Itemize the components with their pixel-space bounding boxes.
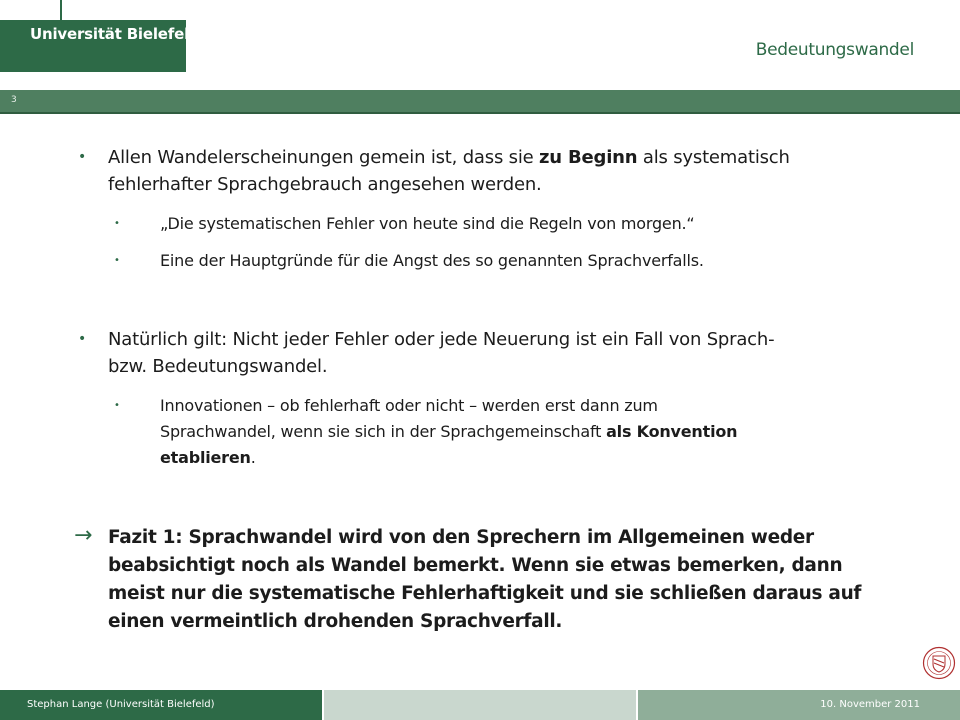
footer-middle-panel bbox=[324, 690, 636, 720]
fazit-line1: Fazit 1: Sprachwandel wird von den Sprechern im Allgemeinen weder bbox=[108, 527, 814, 548]
footer-left-panel bbox=[0, 690, 322, 720]
slide-title: Bedeutungswandel bbox=[755, 40, 914, 60]
bullet-1-text-post: als systematisch bbox=[637, 147, 790, 168]
sub-bullet-1-1 bbox=[114, 211, 920, 237]
fazit-block bbox=[74, 523, 908, 636]
sub-bullet-2-1-line1: Innovationen – ob fehlerhaft oder nicht – werden erst dann zum bbox=[160, 396, 658, 415]
sub-bullet-2-1-line2-pre: Sprachwandel, wenn sie sich in der Sprachgemeinschaft bbox=[160, 422, 607, 441]
bullet-dot-icon: • bbox=[78, 331, 87, 347]
sub-bullet-2-1-line3-bold: etablieren bbox=[160, 448, 251, 467]
fazit-line3: meist nur die systematische Fehlerhaftigkeit und sie schließen daraus auf bbox=[108, 583, 862, 604]
bullet-2-line1: Natürlich gilt: Nicht jeder Fehler oder jede Neuerung ist ein Fall von Sprach- bbox=[108, 329, 775, 350]
bullet-dot-icon: • bbox=[78, 149, 87, 165]
arrow-right-icon: → bbox=[74, 523, 93, 548]
sub-bullet-dot-icon: • bbox=[114, 255, 120, 266]
bullet-1-line2: fehlerhafter Sprachgebrauch angesehen werden. bbox=[108, 174, 542, 195]
footer-author: Stephan Lange (Universität Bielefeld) bbox=[27, 699, 215, 710]
bullet-1-text-pre: Allen Wandelerscheinungen gemein ist, dass sie bbox=[108, 147, 540, 168]
sub-bullet-2-1-line2-bold: als Konvention bbox=[606, 422, 738, 441]
footer-date: 10. November 2011 bbox=[820, 699, 920, 710]
bullet-1 bbox=[78, 144, 908, 198]
sub-bullet-1-2 bbox=[114, 248, 920, 274]
sub-bullet-2-1 bbox=[114, 393, 920, 471]
logo-text: Universität Bielefeld bbox=[30, 25, 200, 43]
university-seal-icon bbox=[922, 646, 956, 680]
bullet-2 bbox=[78, 326, 908, 380]
sub-bullet-dot-icon: • bbox=[114, 400, 120, 411]
fazit-line4: einen vermeintlich drohenden Sprachverfall. bbox=[108, 611, 563, 632]
bullet-2-line2: bzw. Bedeutungswandel. bbox=[108, 356, 328, 377]
sub-bullet-dot-icon: • bbox=[114, 218, 120, 229]
logo-frame-line bbox=[60, 0, 62, 22]
bullet-1-text-bold: zu Beginn bbox=[539, 147, 638, 168]
fazit-line2: beabsichtigt noch als Wandel bemerkt. Wenn sie etwas bemerken, dann bbox=[108, 555, 843, 576]
footer bbox=[0, 690, 960, 720]
header-bar bbox=[0, 90, 960, 114]
footer-right-panel bbox=[638, 690, 960, 720]
sub-bullet-1-2-text: Eine der Hauptgründe für die Angst des so genannten Sprachverfalls. bbox=[160, 251, 704, 270]
page-number: 3 bbox=[11, 95, 17, 105]
sub-bullet-2-1-line3-post: . bbox=[250, 448, 256, 467]
sub-bullet-1-1-text: „Die systematischen Fehler von heute sind die Regeln von morgen.“ bbox=[160, 214, 695, 233]
